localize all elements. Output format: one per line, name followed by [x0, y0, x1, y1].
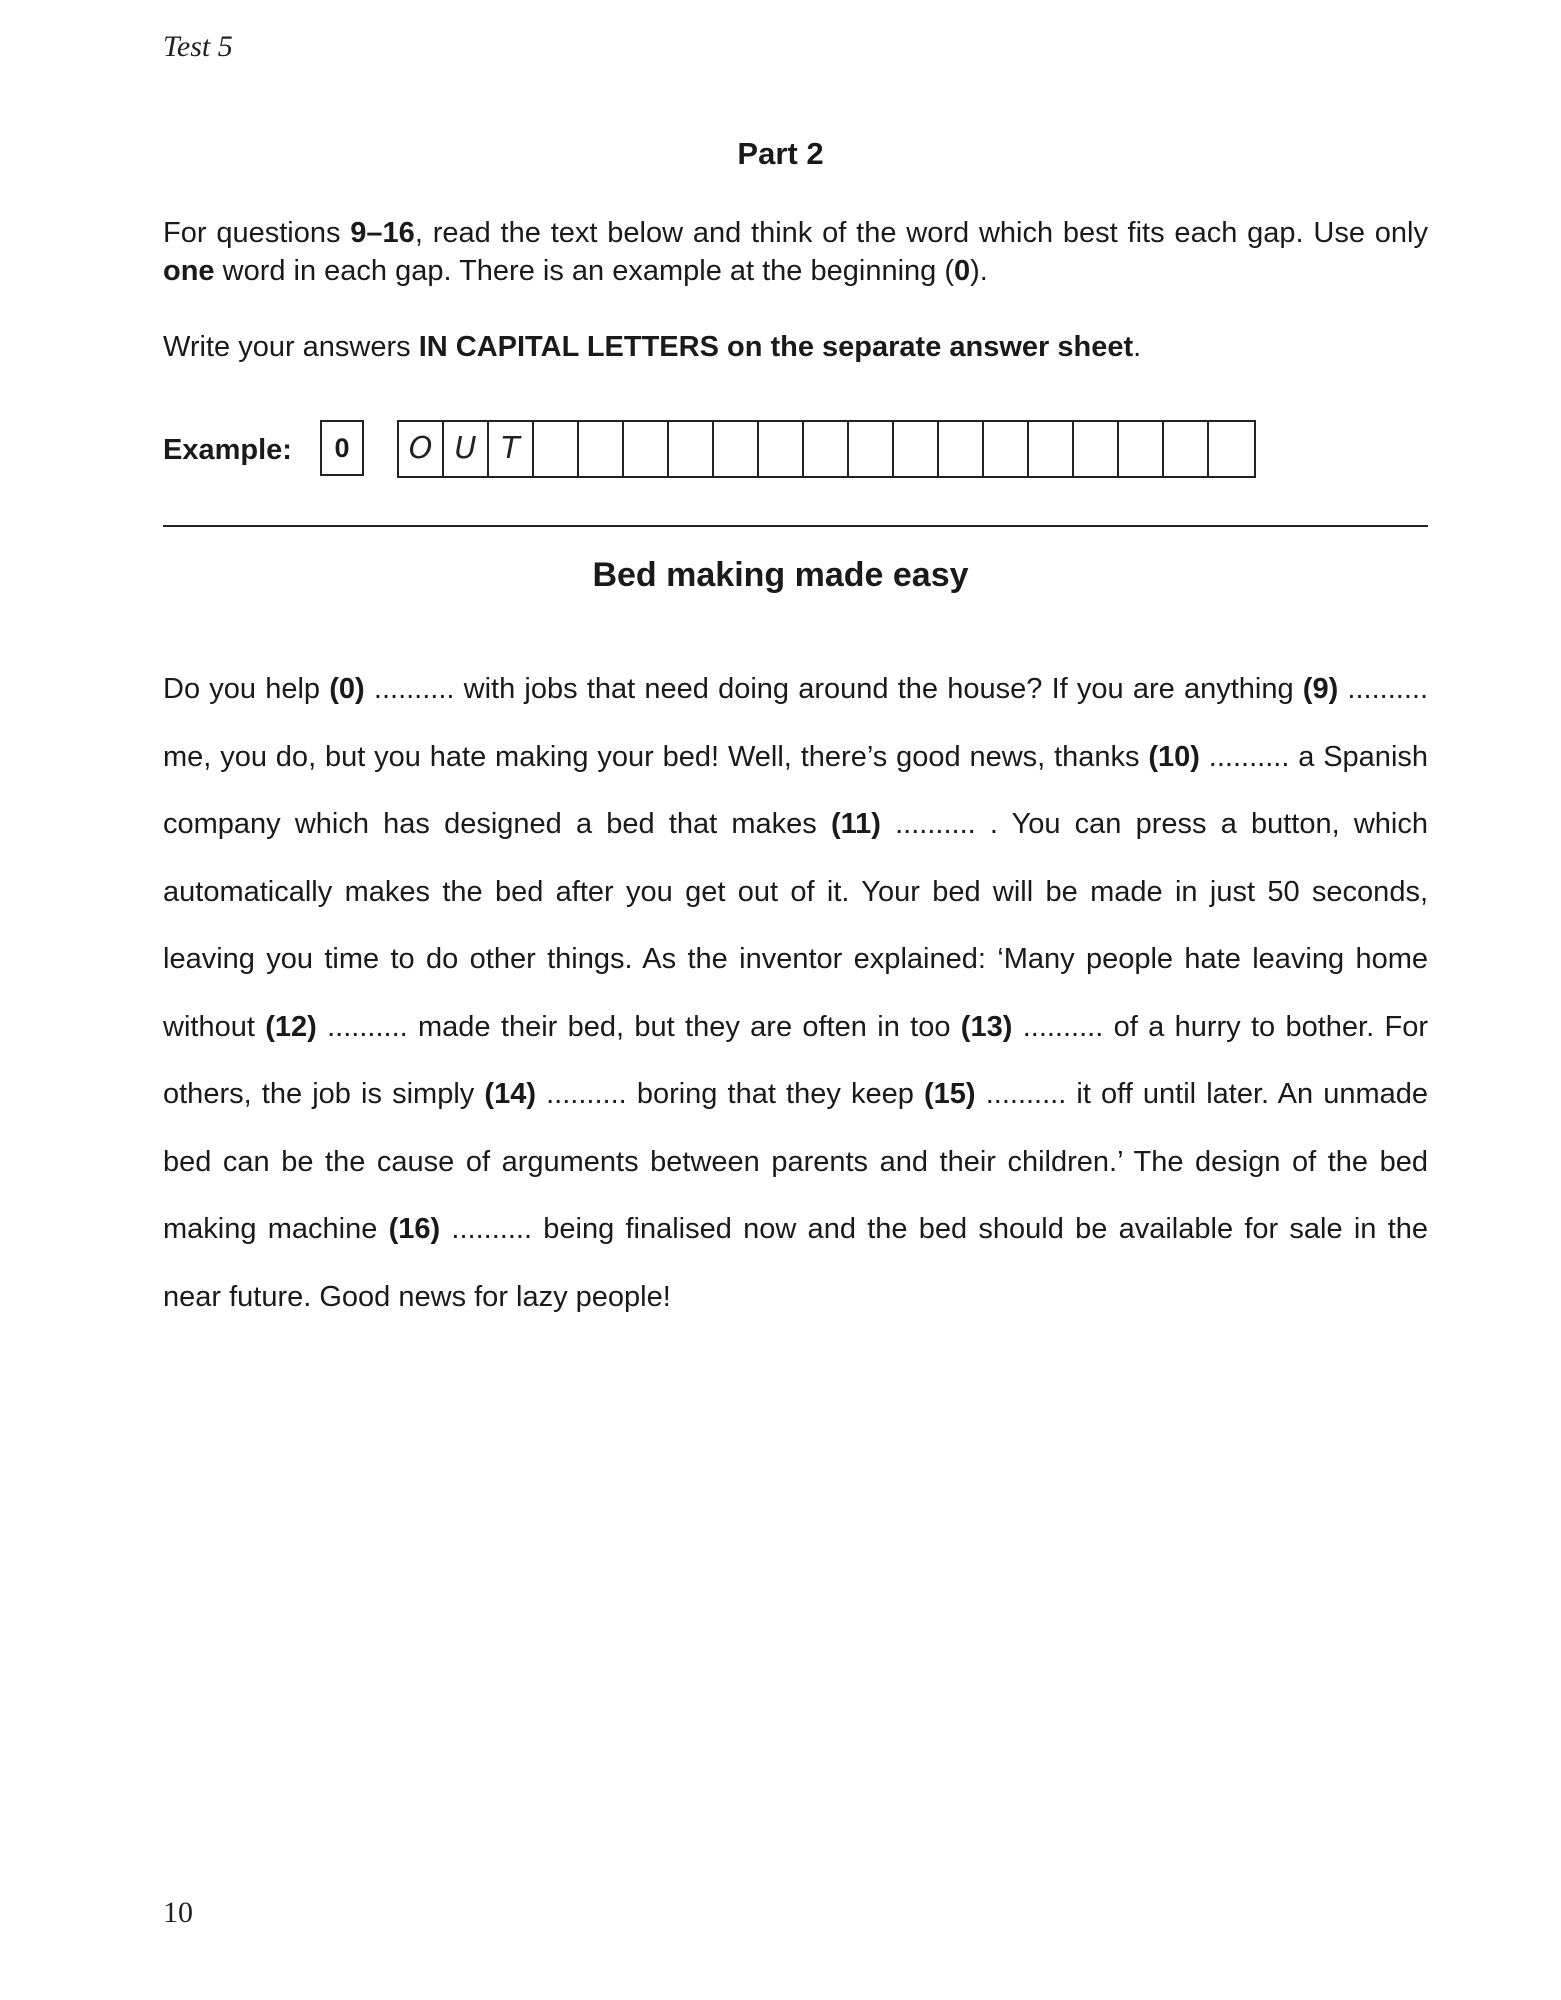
answer-cell: [849, 422, 894, 476]
instructions-text: For questions: [163, 217, 351, 249]
passage-text: .......... with jobs that need doing around the house? If you are anything: [364, 673, 1303, 705]
passage-text: .......... it off until later. An unmade bed can be the cause of arguments between parents and their children.’ The design of the bed making machine: [163, 1078, 1428, 1245]
answer-cell: O: [399, 422, 444, 476]
gap-number: (10): [1148, 740, 1200, 773]
answer-cell: [669, 422, 714, 476]
gap-number: (12): [265, 1010, 317, 1043]
answer-cell: [1074, 422, 1119, 476]
answer-cell: [1209, 422, 1254, 476]
example-reference: 0: [954, 255, 971, 287]
answer-cell: [984, 422, 1029, 476]
cloze-passage: [163, 656, 1428, 1331]
part-title: Part 2: [737, 136, 824, 171]
instructions-text: word in each gap. There is an example at the beginning (: [214, 255, 954, 287]
answer-cell: [804, 422, 849, 476]
example-label: Example:: [163, 434, 292, 466]
gap-number: (11): [830, 808, 881, 840]
instructions-text: Write your answers: [163, 331, 419, 363]
passage-text: .......... boring that they keep: [536, 1078, 925, 1110]
gap-number: (14): [484, 1078, 536, 1110]
answer-cell: [939, 422, 984, 476]
instructions-text: , read the text below and think of the word which best fits each gap. Use only: [414, 217, 1429, 249]
instructions-text: .: [1133, 331, 1142, 363]
gap-number: (15): [924, 1078, 976, 1110]
example-answer-grid: [397, 420, 1256, 478]
page-number: 10: [163, 1896, 193, 1929]
answer-cell: [894, 422, 939, 476]
answer-cell: T: [489, 422, 534, 476]
passage-text: .......... a Spanish company which has designed a bed that makes: [163, 740, 1429, 840]
answer-cell: [579, 422, 624, 476]
answer-cell: [714, 422, 759, 476]
instructions-answer-note: [163, 328, 1428, 366]
gap-number: (0): [329, 673, 365, 705]
passage-text: .......... of a hurry to bother. For others, the job is simply: [163, 1010, 1428, 1110]
instructions-gap-rule: [163, 214, 1428, 290]
answer-cell: U: [444, 422, 489, 476]
answer-cell: [534, 422, 579, 476]
running-head: Test 5: [163, 30, 233, 63]
answer-cell: [1029, 422, 1074, 476]
capital-letters-emphasis: IN CAPITAL LETTERS on the separate answer sheet: [418, 331, 1134, 363]
gap-number: (9): [1302, 673, 1339, 705]
instructions: [163, 214, 1428, 366]
text-title: Bed making made easy: [592, 556, 969, 594]
gap-number: (16): [388, 1213, 441, 1245]
section-divider: [163, 525, 1428, 527]
question-range: 9–16: [350, 217, 415, 249]
example-number-box: 0: [320, 420, 364, 476]
passage-text: .......... me, you do, but you hate making your bed! Well, there’s good news, thanks: [163, 673, 1428, 773]
passage-text: .......... being finalised now and the bed should be available for sale in the near future. Good news for lazy people!: [163, 1213, 1429, 1313]
passage-text: .......... made their bed, but they are often in too: [316, 1010, 961, 1043]
passage-text: Do you help: [163, 673, 330, 705]
word-count-emphasis: one: [163, 255, 215, 287]
gap-number: (13): [960, 1010, 1013, 1043]
example-row: [163, 420, 1263, 478]
answer-cell: [759, 422, 804, 476]
answer-cell: [1164, 422, 1209, 476]
passage-text: .......... . You can press a button, which automatically makes the bed after you get out of it. Your bed will be made in just 50 seconds, leaving you time to do other things. As the inventor explained: ‘Many people hate leaving home without: [163, 808, 1428, 1043]
instructions-text: ).: [970, 255, 988, 287]
answer-cell: [1119, 422, 1164, 476]
answer-cell: [624, 422, 669, 476]
